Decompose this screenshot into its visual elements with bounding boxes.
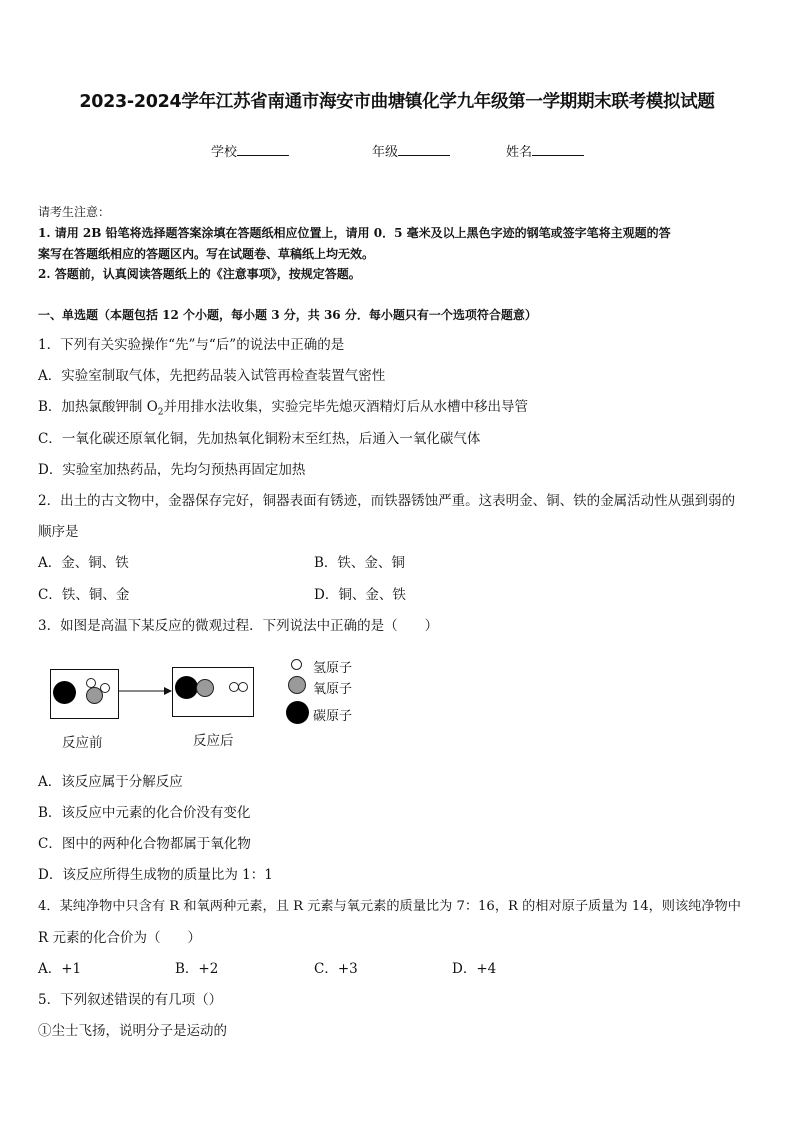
grade-blank	[398, 143, 450, 156]
q4-option-b: B．+2	[175, 961, 219, 977]
hydrogen-atom	[100, 683, 110, 693]
legend-carbon-label: 碳原子	[313, 709, 353, 724]
q2-option-a: A．金、铜、铁	[38, 555, 129, 571]
q3-option-b: B．该反应中元素的化合价没有变化	[38, 805, 251, 821]
q1-option-b	[38, 395, 528, 418]
q2-option-c: C．铁、铜、金	[38, 587, 130, 603]
name-label: 姓名	[506, 145, 533, 160]
q2-option-b: B．铁、金、铜	[314, 555, 405, 571]
name-blank	[532, 143, 584, 156]
q3-stem: 3．如图是高温下某反应的微观过程．下列说法中正确的是（ ）	[38, 618, 439, 634]
q1-option-b-subscript: 2	[157, 407, 164, 418]
q4-option-a: A．+1	[38, 961, 82, 977]
q2-option-d: D．铜、金、铁	[314, 587, 406, 603]
section-title: 一、单选题（本题包括 12 个小题，每小题 3 分，共 36 分．每小题只有一个选项符合题意）	[38, 308, 537, 322]
grade-label: 年级	[372, 145, 399, 160]
notice-line-1a: 1. 请用 2B 铅笔将选择题答案涂填在答题纸相应位置上，请用 0．5 毫米及以上黑色字迹的钢笔或签字笔将主观题的答	[38, 226, 671, 240]
q4-option-d: D．+4	[452, 961, 497, 977]
caption-before: 反应前	[62, 735, 103, 751]
q1-option-c: C．一氧化碳还原氧化铜，先加热氧化铜粉末至红热，后通入一氧化碳气体	[38, 431, 481, 447]
reaction-arrow-icon	[117, 685, 173, 697]
q4-stem-a: 4．某纯净物中只含有 R 和氧两种元素，且 R 元素与氧元素的质量比为 7：16，R 的相对原子质量为 14，则该纯净物中	[38, 899, 741, 914]
school-blank	[237, 143, 289, 156]
grade-field	[372, 141, 450, 160]
q1-option-d: D．实验室加热药品，先均匀预热再固定加热	[38, 462, 306, 478]
notice-line-1b: 案写在答题纸相应的答题区内。写在试题卷、草稿纸上均无效。	[38, 247, 375, 261]
legend-oxygen-icon	[288, 676, 306, 694]
q2-stem-b: 顺序是	[38, 524, 79, 540]
name-field	[506, 141, 584, 160]
q3-option-d: D．该反应所得生成物的质量比为 1：1	[38, 867, 273, 883]
legend-hydrogen-icon	[291, 659, 302, 670]
oxygen-atom	[196, 679, 214, 697]
q3-option-c: C．图中的两种化合物都属于氧化物	[38, 836, 251, 852]
q4-option-c: C．+3	[314, 961, 358, 977]
q2-stem-a: 2．出土的古文物中，金器保存完好，铜器表面有锈迹，而铁器锈蚀严重。这表明金、铜、铁的金属活动性从强到弱的	[38, 493, 736, 509]
q5-stem: 5．下列叙述错误的有几项（）	[38, 992, 223, 1008]
notice-line-2: 2. 答题前，认真阅读答题纸上的《注意事项》，按规定答题。	[38, 267, 361, 281]
q1-stem: 1．下列有关实验操作“先”与“后”的说法中正确的是	[38, 337, 345, 353]
notice-heading: 请考生注意：	[38, 205, 111, 219]
q1-option-b-post: 并用排水法收集，实验完毕先熄灭酒精灯后从水槽中移出导管	[163, 399, 529, 415]
q4-stem-b: R 元素的化合价为（ ）	[38, 930, 201, 946]
legend-hydrogen-label: 氢原子	[313, 661, 353, 676]
carbon-atom	[53, 681, 76, 704]
school-field	[211, 141, 289, 160]
legend-carbon-icon	[286, 701, 309, 724]
carbon-atom	[175, 676, 198, 699]
school-label: 学校	[211, 145, 238, 160]
legend-oxygen-label: 氧原子	[313, 682, 353, 697]
hydrogen-atom	[238, 682, 248, 692]
q1-option-b-pre: B．加热氯酸钾制 O	[38, 399, 158, 415]
caption-after: 反应后	[193, 733, 234, 749]
q1-option-a: A．实验室制取气体，先把药品装入试管再检查装置气密性	[38, 368, 386, 384]
page-title: 2023-2024学年江苏省南通市海安市曲塘镇化学九年级第一学期期末联考模拟试题	[79, 92, 715, 112]
q3-option-a: A．该反应属于分解反应	[38, 774, 183, 790]
q5-item-1: ①尘士飞扬，说明分子是运动的	[38, 1023, 227, 1039]
